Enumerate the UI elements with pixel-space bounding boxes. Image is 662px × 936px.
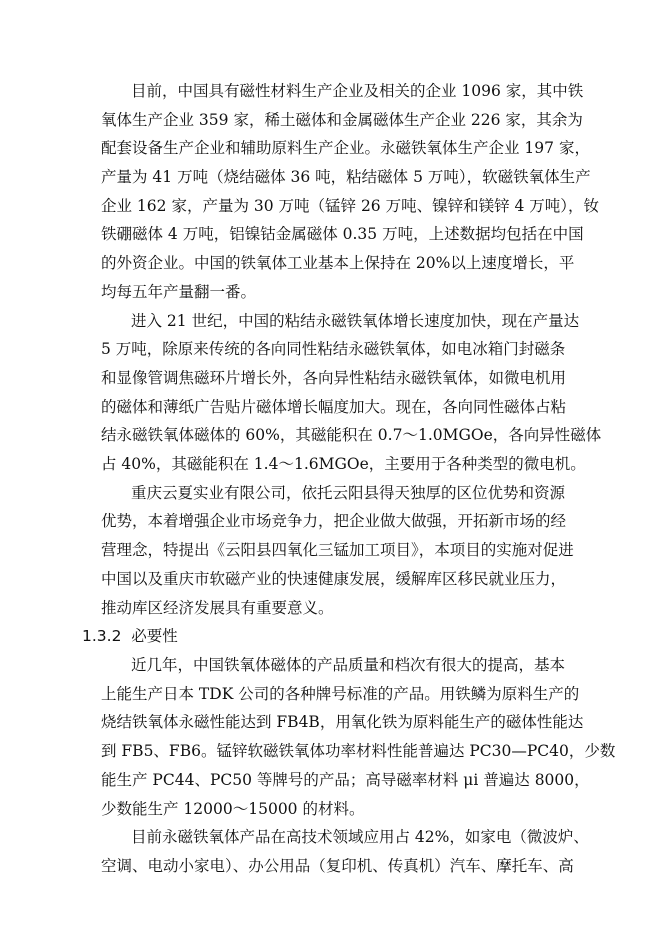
paragraph-1-line: 铁硼磁体 4 万吨，铝镍钴金属磁体 0.35 万吨，上述数据均包括在中国 <box>101 225 584 243</box>
paragraph-2-line: 进入 21 世纪，中国的粘结永磁铁氧体增长速度加快，现在产量达 <box>131 312 580 330</box>
paragraph-4-line: 近几年，中国铁氧体磁体的产品质量和档次有很大的提高，基本 <box>131 656 566 674</box>
paragraph-1-line: 的外资企业。中国的铁氧体工业基本上保持在 20%以上速度增长，平 <box>101 254 575 272</box>
paragraph-3-line: 推动库区经济发展具有重要意义。 <box>101 599 334 617</box>
paragraph-1-line: 均每五年产量翻一番。 <box>101 283 257 301</box>
paragraph-1-line: 配套设备生产企业和辅助原料生产企业。永磁铁氧体生产企业 197 家， <box>101 139 590 157</box>
paragraph-4-line: 少数能生产 12000～15000 的材料。 <box>101 800 365 818</box>
paragraph-1-line: 产量为 41 万吨（烧结磁体 36 吨，粘结磁体 5 万吨），软磁铁氧体生产 <box>101 168 591 186</box>
paragraph-3-line: 中国以及重庆市软磁产业的快速健康发展，缓解库区移民就业压力， <box>101 570 567 588</box>
paragraph-4-line: 能生产 PC44、PC50 等牌号的产品；高导磁率材料 μi 普遍达 8000， <box>101 771 590 789</box>
paragraph-2-line: 的磁体和薄纸广告贴片磁体增长幅度加大。现在，各向同性磁体占粘 <box>101 398 567 416</box>
paragraph-4-line: 烧结铁氧体永磁性能达到 FB4B，用氧化铁为原料能生产的磁体性能达 <box>101 713 584 731</box>
paragraph-1-line: 企业 162 家，产量为 30 万吨（锰锌 26 万吨、镍锌和镁锌 4 万吨），钕 <box>101 197 600 215</box>
paragraph-3-line: 优势，本着增强企业市场竞争力，把企业做大做强，开拓新市场的经 <box>101 512 567 530</box>
paragraph-2-line: 结永磁铁氧体磁体的 60%，其磁能积在 0.7～1.0MGOe，各向异性磁体 <box>101 426 602 444</box>
paragraph-1-line: 目前，中国具有磁性材料生产企业及相关的企业 1096 家，其中铁 <box>131 82 584 100</box>
paragraph-5-line: 目前永磁铁氧体产品在高技术领域应用占 42%，如家电（微波炉、 <box>131 828 589 846</box>
paragraph-4-line: 到 FB5、FB6。锰锌软磁铁氧体功率材料性能普遍达 PC30—PC40，少数 <box>101 742 616 760</box>
paragraph-3-line: 营理念，特提出《云阳县四氧化三锰加工项目》，本项目的实施对促进 <box>101 541 574 559</box>
paragraph-3-line: 重庆云夏实业有限公司，依托云阳县得天独厚的区位优势和资源 <box>131 484 566 502</box>
paragraph-5-line: 空调、电动小家电）、办公用品（复印机、传真机）汽车、摩托车、高 <box>101 857 574 875</box>
paragraph-2-line: 占 40%，其磁能积在 1.4～1.6MGOe，主要用于各种类型的微电机。 <box>101 455 586 473</box>
paragraph-2-line: 和显像管调焦磁环片增长外，各向异性粘结永磁铁氧体，如微电机用 <box>101 369 567 387</box>
paragraph-1-line: 氧体生产企业 359 家，稀土磁体和金属磁体生产企业 226 家，其余为 <box>101 111 583 129</box>
paragraph-2-line: 5 万吨，除原来传统的各向同性粘结永磁铁氧体，如电冰箱门封磁条 <box>101 340 566 358</box>
section-heading: 1.3.2 必要性 <box>82 627 178 645</box>
paragraph-4-line: 上能生产日本 TDK 公司的各种牌号标准的产品。用铁鳞为原料生产的 <box>101 685 580 703</box>
